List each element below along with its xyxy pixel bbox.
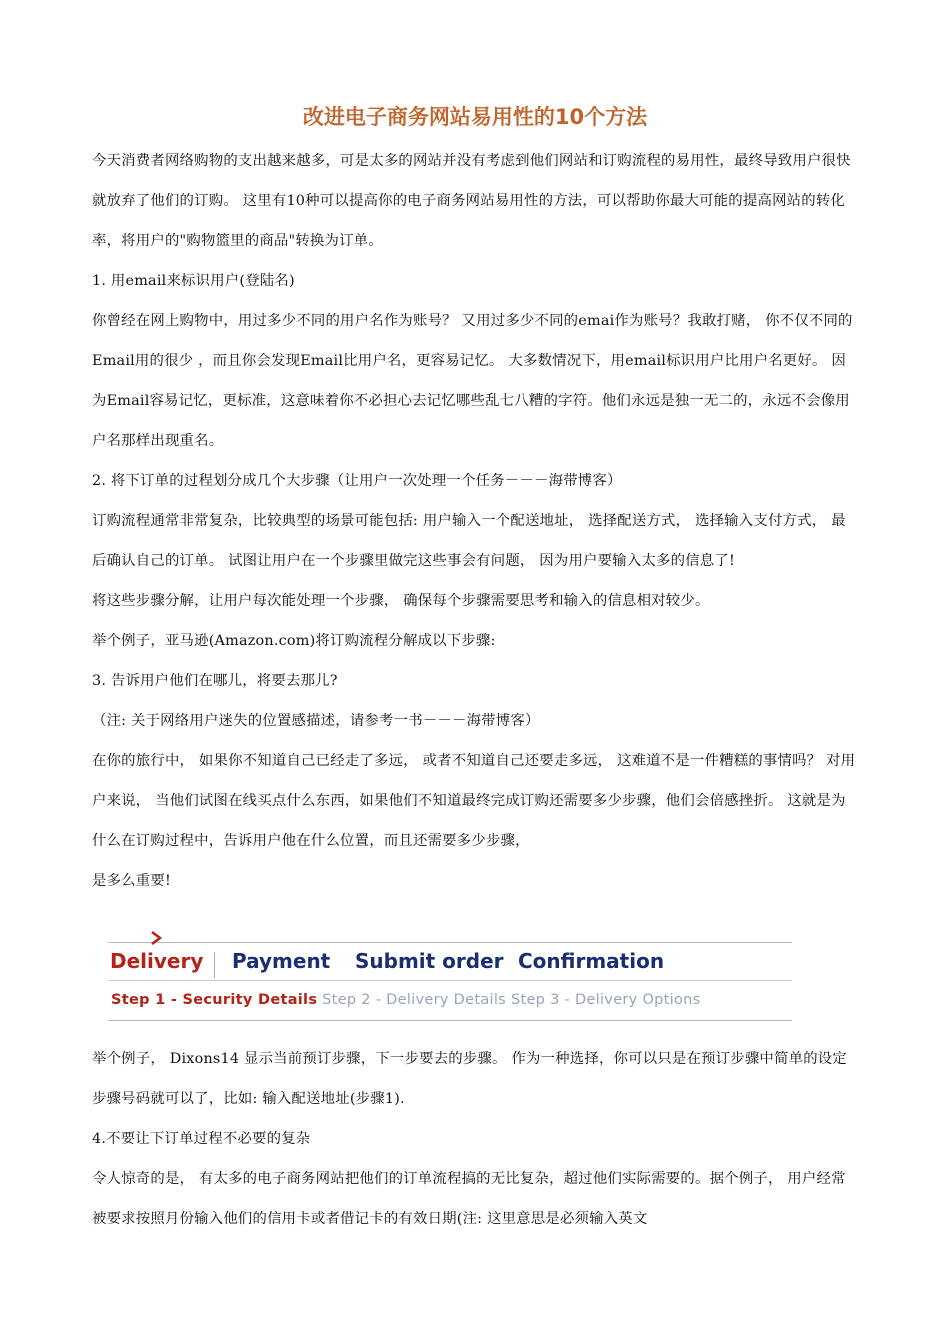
section-3-heading: 3. 告诉用户他们在哪儿，将要去那儿? <box>92 673 338 689</box>
step-3-label: Step 3 - Delivery Options <box>510 992 701 1008</box>
tab-confirmation: Confirmation <box>518 949 665 973</box>
step-list <box>111 990 701 1010</box>
banner-top-rule <box>108 942 792 943</box>
section-3-body: 在你的旅行中， 如果你不知道自己已经走了多远， 或者不知道自己还要走多远， 这难道不是一件糟糕的事情吗？ 对用户来说， 当他们试图在线买点什么东西，如果他们不知道最终完成订购还需要多少步骤，他们会倍感挫折。 这就是为什么在订购过程中，告诉用户他在什么位置，而且还需要多少步骤， <box>92 753 856 849</box>
section-3-body-end: 是多么重要! <box>92 873 171 889</box>
tab-submit-order: Submit order <box>355 949 504 973</box>
section-3-after-banner: 举个例子， Dixons14 显示当前预订步骤，下一步要去的步骤。 作为一种选择，你可以只是在预订步骤中简单的设定步骤号码就可以了，比如: 输入配送地址(步骤1). <box>92 1051 847 1107</box>
tab-divider <box>214 952 215 978</box>
section-1-heading: 1. 用email来标识用户(登陆名) <box>92 273 295 289</box>
section-4-body: 令人惊奇的是， 有太多的电子商务网站把他们的订单流程搞的无比复杂，超过他们实际需要的。据个例子， 用户经常被要求按照月份输入他们的信用卡或者借记卡的有效日期(注: 这里意思是必须输入英文 <box>92 1171 846 1227</box>
section-4-heading: 4.不要让下订单过程不必要的复杂 <box>92 1131 311 1147</box>
checkout-progress-banner <box>108 934 792 1022</box>
section-1-body: 你曾经在网上购物中，用过多少不同的用户名作为账号？ 又用过多少不同的emai作为账号？我敢打赌， 你不仅不同的Email用的很少 ，而且你会发现Email比用户名，更容易记忆。 大多数情况下，用email标识用户比用户名更好。 因为Email容易记忆，更标准，这意味着你不必担心去记忆哪些乱七八糟的字符。他们永远是独一无二的，永远不会像用户名那样出现重名。 <box>92 313 853 449</box>
current-step-arrow-icon <box>148 931 166 945</box>
article-body-part1 <box>92 141 860 901</box>
article-body-part2 <box>92 1039 860 1239</box>
document-title: 改进电子商务网站易用性的10个方法 <box>302 105 648 129</box>
tab-delivery: Delivery <box>110 949 204 973</box>
step-2-label: Step 2 - Delivery Details <box>322 992 507 1008</box>
step-1-label: Step 1 - Security Details <box>111 992 318 1008</box>
section-2-body-1: 订购流程通常非常复杂，比较典型的场景可能包括: 用户输入一个配送地址， 选择配送方式， 选择输入支付方式， 最后确认自己的订单。 试图让用户在一个步骤里做完这些事会有问题， 因为用户要输入太多的信息了! <box>92 513 846 569</box>
section-3-note: （注: 关于网络用户迷失的位置感描述，请参考一书－－－海带博客） <box>92 713 540 729</box>
tab-payment: Payment <box>232 949 331 973</box>
banner-middle-rule <box>108 980 792 981</box>
section-2-heading: 2. 将下订单的过程划分成几个大步骤（让用户一次处理一个任务－－－海带博客） <box>92 473 622 489</box>
intro-paragraph: 今天消费者网络购物的支出越来越多，可是太多的网站并没有考虑到他们网站和订购流程的易用性，最终导致用户很快就放弃了他们的订购。 这里有10种可以提高你的电子商务网站易用性的方法，可以帮助你最大可能的提高网站的转化率，将用户的"购物篮里的商品"转换为订单。 <box>92 153 851 249</box>
section-2-body-3: 举个例子，亚马逊(Amazon.com)将订购流程分解成以下步骤: <box>92 633 496 649</box>
banner-bottom-rule <box>108 1020 792 1021</box>
section-2-body-2: 将这些步骤分解，让用户每次能处理一个步骤， 确保每个步骤需要思考和输入的信息相对较少。 <box>92 593 710 609</box>
